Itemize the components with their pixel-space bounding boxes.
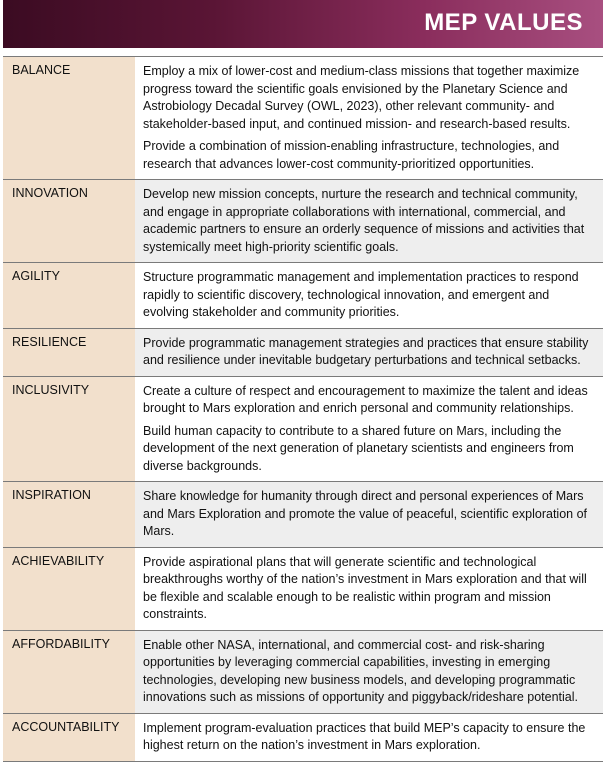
- row-label: BALANCE: [3, 57, 135, 179]
- description-paragraph: Provide a combination of mission-enabling infrastructure, technologies, and research that advances lower-cost community-prioritized opportunities.: [143, 139, 560, 171]
- description-paragraph: Share knowledge for humanity through direct and personal experiences of Mars and Mars Exploration and promote the value of peaceful, scientific exploration of Mars.: [143, 489, 588, 538]
- row-description: [135, 714, 603, 761]
- table-row-affordability: [3, 631, 603, 714]
- description-paragraph: Implement program-evaluation practices that build MEP’s capacity to ensure the highest return on the nation’s investment in Mars exploration.: [143, 720, 586, 752]
- row-label: ACCOUNTABILITY: [3, 714, 135, 761]
- table-row-resilience: [3, 329, 603, 377]
- row-label: ACHIEVABILITY: [3, 548, 135, 630]
- row-label: INNOVATION: [3, 180, 135, 262]
- row-description: [135, 548, 603, 630]
- row-description: [135, 377, 603, 482]
- description-paragraph: Create a culture of respect and encouragement to maximize the talent and ideas brought to Mars exploration and enrich personal and community relationships.: [143, 383, 588, 415]
- row-label: AFFORDABILITY: [3, 631, 135, 713]
- page-title: MEP VALUES: [424, 9, 583, 36]
- table-row-innovation: [3, 180, 603, 263]
- table-row-achievability: [3, 548, 603, 631]
- row-label: RESILIENCE: [3, 329, 135, 376]
- table-row-inclusivity: [3, 377, 603, 483]
- description-paragraph: Provide aspirational plans that will generate scientific and technological breakthroughs worthy of the nation’s investment in Mars exploration and that will be flexible and scalable enough to be realistic within program and mission constraints.: [143, 554, 587, 621]
- row-description: [135, 329, 603, 376]
- row-description: [135, 263, 603, 328]
- table-row-agility: [3, 263, 603, 329]
- row-description: [135, 482, 603, 547]
- description-paragraph: Provide programmatic management strategies and practices that ensure stability and resilience under inevitable budgetary perturbations and technical setbacks.: [143, 335, 589, 367]
- values-table: [3, 56, 603, 762]
- row-description: [135, 180, 603, 262]
- description-paragraph: Structure programmatic management and implementation practices to respond rapidly to scientific discovery, technological innovation, and emergent and evolving stakeholder and community priorities.: [143, 270, 579, 319]
- description-paragraph: Build human capacity to contribute to a shared future on Mars, including the development of the next generation of planetary scientists and engineers from diverse backgrounds.: [143, 423, 574, 473]
- table-row-inspiration: [3, 482, 603, 548]
- description-paragraph: Employ a mix of lower-cost and medium-class missions that together maximize progress toward the scientific goals envisioned by the Planetary Science and Astrobiology Decadal Survey (OWL, 2023), other relevant community- and stakeholder-based input, and continued mission- and research-based results.: [143, 64, 580, 131]
- row-label: INCLUSIVITY: [3, 377, 135, 482]
- header-banner: [3, 0, 603, 48]
- description-paragraph: Develop new mission concepts, nurture the research and technical community, and engage in appropriate collaborations with international, commercial, and academic partners to ensure an orderly sequence of missions and activities that systemically meet high-priority scientific goals.: [143, 187, 585, 254]
- row-description: [135, 57, 603, 179]
- row-description: [135, 631, 603, 713]
- description-paragraph: Enable other NASA, international, and commercial cost- and risk-sharing opportunities by leveraging commercial capabilities, investing in emerging technologies, developing new business models, and developing programmatic innovations such as missions of opportunity and piggyback/rideshare potential.: [143, 637, 578, 704]
- row-label: INSPIRATION: [3, 482, 135, 547]
- row-label: AGILITY: [3, 263, 135, 328]
- table-row-accountability: [3, 714, 603, 762]
- table-row-balance: [3, 57, 603, 180]
